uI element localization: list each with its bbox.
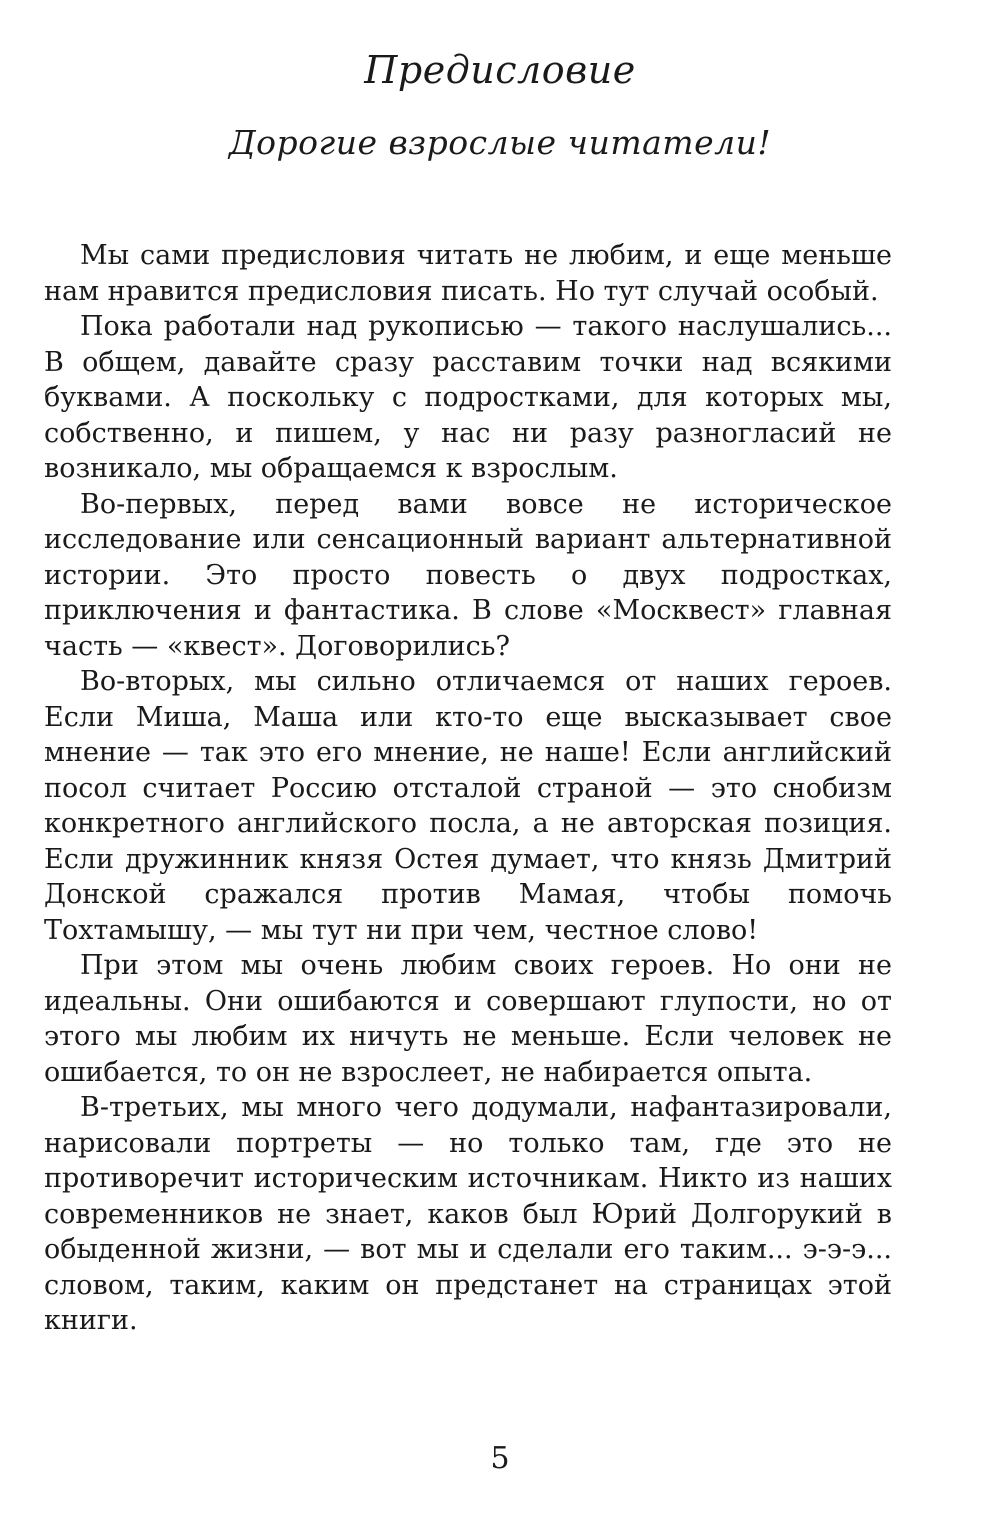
paragraph: Во-первых, перед вами вовсе не историческое исследование или сенсационный вариант альтернативной истории. Это просто повесть о двух подростках, приключения и фантастика. В слове «Москвест» главная часть — «квест». Договорились?	[44, 488, 892, 662]
page-number: 5	[490, 1441, 510, 1476]
body-text	[44, 238, 892, 1339]
page-subtitle: Дорогие взрослые читатели!	[228, 123, 772, 162]
paragraph: Во-вторых, мы сильно отличаемся от наших героев. Если Миша, Маша или кто-то еще высказывает свое мнение — так это его мнение, не наше! Если английский посол считает Россию отсталой страной — это снобизм конкретного английского посла, а не авторская позиция. Если дружинник князя Остея думает, что князь Дмитрий Донской сражался против Мамая, чтобы помочь Тохтамышу, — мы тут ни при чем, честное слово!	[44, 666, 892, 946]
paragraph: В-третьих, мы много чего додумали, нафантазировали, нарисовали портреты — но только там, где это не противоречит историческим источникам. Никто из наших современников не знает, каков был Юрий Долгорукий в обыденной жизни, — вот мы и сделали его таким... э-э-э... словом, таким, каким он предстанет на страницах этой книги.	[44, 1092, 892, 1336]
paragraph: Мы сами предисловия читать не любим, и еще меньше нам нравится предисловия писать. Но тут случай особый.	[44, 240, 892, 307]
paragraph: Пока работали над рукописью — такого наслушались... В общем, давайте сразу расставим точки над всякими буквами. А поскольку с подростками, для которых мы, собственно, и пишем, у нас ни разу разногласий не возникало, мы обращаемся к взрослым.	[44, 311, 892, 484]
paragraph: При этом мы очень любим своих героев. Но они не идеальны. Они ошибаются и совершают глупости, но от этого мы любим их ничуть не меньше. Если человек не ошибается, то он не взрослеет, не набирается опыта.	[44, 950, 892, 1088]
page-title: Предисловие	[364, 48, 636, 92]
